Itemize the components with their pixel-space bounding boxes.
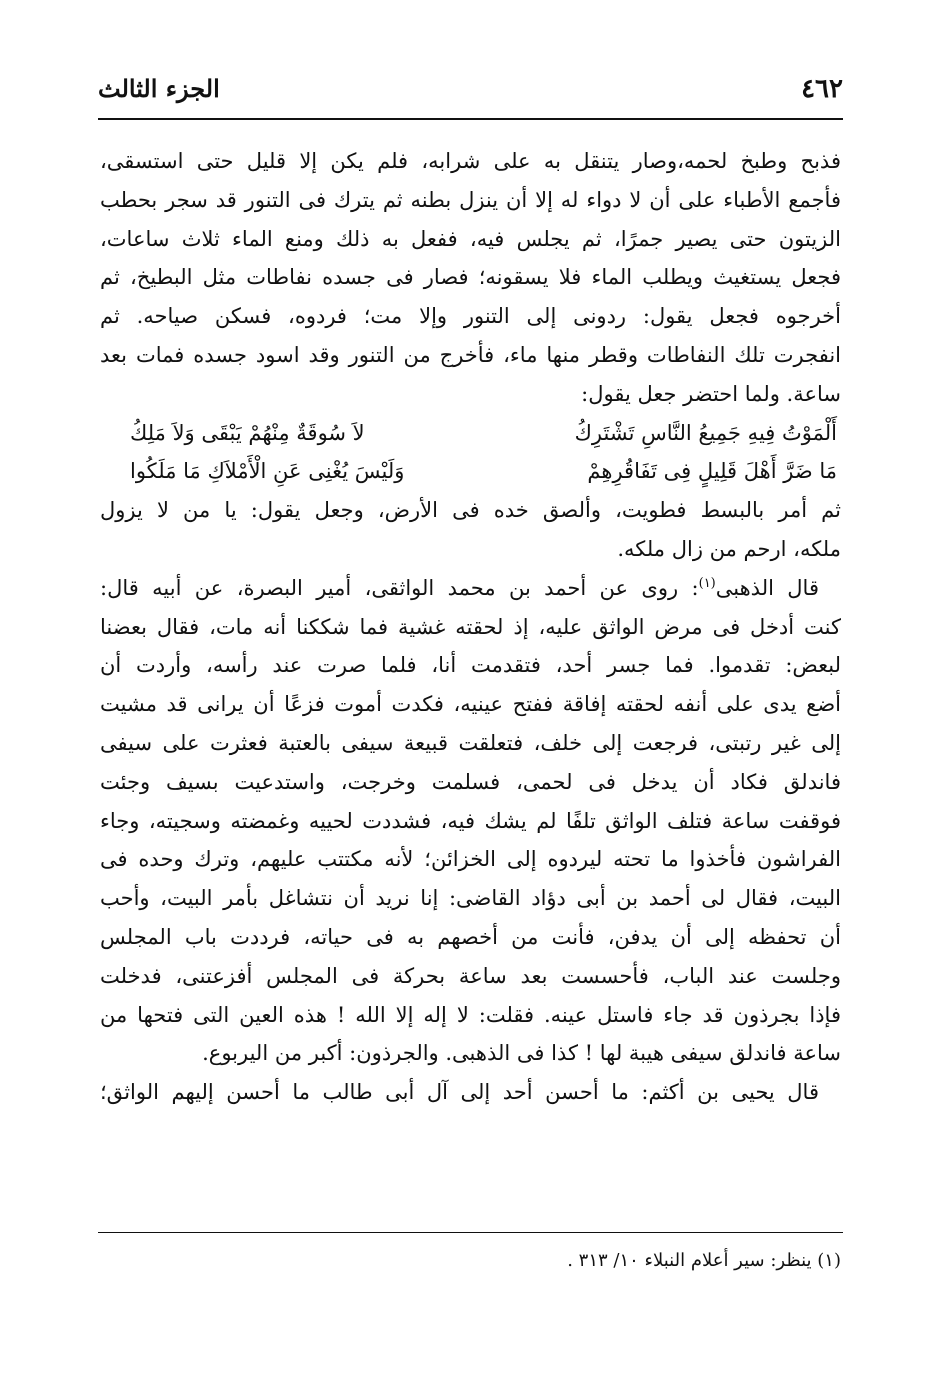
text-segment: قال الذهبى	[715, 575, 819, 600]
footnote-rule	[98, 1232, 843, 1233]
footnote-marker[interactable]: (١)	[698, 575, 716, 591]
verse-hemistich-left: وَلَيْسَ يُغْنِى عَنِ الْأَمْلاَكِ مَا مَلَكُوا	[130, 459, 405, 484]
verse-line	[100, 414, 841, 453]
text-line: وجلست عند الباب، فأحسست بعد ساعة بحركة فى المجلس أفزعتنى، فدخلت	[100, 963, 841, 988]
text-line: إلى غير رتبتى، فرجعت إلى خلف، فتعلقت قبيعة سيفى بالعتبة فعثرت على سيفى	[100, 730, 841, 755]
body-text	[100, 142, 841, 1112]
text-line: ساعة. ولما احتضر جعل يقول:	[581, 381, 841, 406]
text-line: فإذا بجرذون قد جاء فاستل عينه. فقلت: لا إله إلا الله ! هذه العين التى فتحها من	[100, 1002, 841, 1027]
text-line: كنت أدخل فى مرض الواثق عليه، إذ لحقته غشية فما شككنا أنه مات، فقال بعضنا	[100, 614, 841, 639]
text-segment: : روى عن أحمد بن محمد الواثقى، أمير البصرة، عن أبيه قال:	[100, 575, 699, 600]
text-line: فجعل يستغيث ويطلب الماء فلا يسقونه؛ فصار فى جسده نفاطات مثل البطيخ، ثم	[100, 265, 841, 290]
footnote: (١) ينظر: سير أعلام النبلاء ١٠/ ٣١٣ .	[567, 1250, 841, 1271]
text-line: ملكه، ارحم من زال ملكه.	[617, 536, 841, 561]
text-line: لبعض: تقدموا. فما جسر أحد، فتقدمت أنا، فلما صرت عند رأسه، وأردت أن	[100, 653, 841, 678]
text-line: فأجمع الأطباء على أن لا دواء له إلا أن ينزل بطنه ثم يترك فى التنور قد سجر بحطب	[100, 187, 841, 212]
text-line: الزيتون حتى يصير جمرًا، ثم يجلس فيه، ففعل به ذلك ومنع الماء ثلاث ساعات،	[100, 226, 841, 251]
verse-hemistich-right: أَلْمَوْتُ فِيهِ جَمِيعُ النَّاسِ تَشْتَرِكُ	[574, 420, 837, 445]
text-line: البيت، فقال لى أحمد بن أبى دؤاد القاضى: إنا نريد أن نتشاغل بأمر البيت، وأحب	[100, 886, 841, 911]
verse-hemistich-right: مَا ضَرَّ أَهْلَ قَلِيلٍ فِى تَفَاقُرِهِمْ	[587, 459, 837, 484]
text-line: فذبح وطبخ لحمه،وصار يتنقل به على شرابه، فلم يكن إلا قليل حتى استسقى،	[100, 149, 841, 173]
text-line: أخرجوه فجعل يقول: ردونى إلى التنور وإلا مت؛ فردوه، فسكن صياحه. ثم	[100, 304, 841, 329]
text-line: أضع يدى على أنفه لحقته إفاقة ففتح عينيه، فكدت أموت فزعًا أن يرانى قد مشيت	[100, 692, 841, 717]
text-line: ثم أمر بالبسط فطويت، وألصق خده فى الأرض، وجعل يقول: يا من لا يزول	[100, 498, 841, 523]
page-number: ٤٦٢	[801, 74, 843, 104]
verse-hemistich-left: لاَ سُوقَةٌ مِنْهُمْ يَبْقَى وَلاَ مَلِكُ	[130, 420, 365, 445]
text-line: أن تحفظه إلى أن يدفن، فأنت من أخصهم به فى حياته، فرددت باب المجلس	[100, 924, 841, 949]
text-line: الفراشون فأخذوا ما تحته ليردوه إلى الخزائن؛ لأنه مكتتب عليهم، وترك وحده فى	[100, 847, 841, 872]
text-line	[100, 569, 841, 608]
header-rule	[98, 118, 843, 120]
text-line: ساعة فاندلق سيفى هيبة لها ! كذا فى الذهبى. والجرذون: أكبر من اليربوع.	[202, 1041, 841, 1066]
text-line: قال يحيى بن أكثم: ما أحسن أحد إلى آل أبى طالب ما أحسن إليهم الواثق؛	[100, 1080, 819, 1105]
page-header	[98, 70, 843, 114]
running-title: الجزء الثالث	[98, 74, 220, 103]
verse-line	[100, 452, 841, 491]
text-line: فاندلق فكاد أن يدخل فى لحمى، فسلمت وخرجت، واستدعيت بسيف وجئت	[100, 769, 841, 794]
text-line: فوقفت ساعة فتلف الواثق تلفًا لم يشك فيه، فشددت لحييه وغمضته وسجيته، وجاء	[100, 808, 841, 833]
text-line: انفجرت تلك النفاطات وقطر منها ماء، فأخرج من التنور وقد اسود جسده فمات بعد	[100, 342, 841, 367]
